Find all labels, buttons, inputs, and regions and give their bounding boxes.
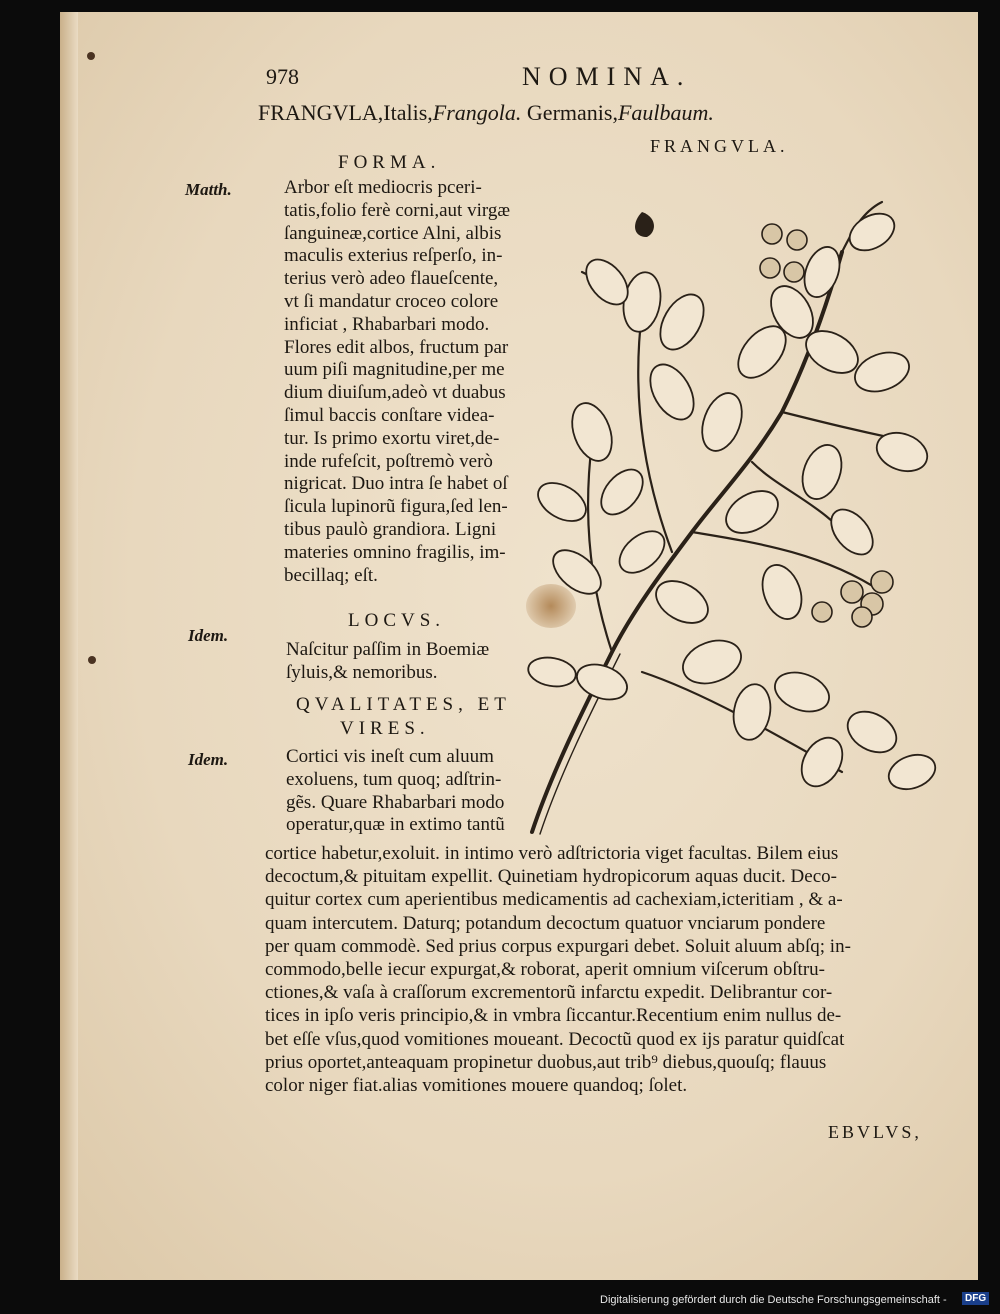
catchword: EBVLVS, xyxy=(828,1122,922,1142)
qualitates-full-text xyxy=(265,842,935,1097)
text-line: decoctum,& pituitam expellit. Quinetiam hydropicorum aquas ducit. Deco- xyxy=(265,866,837,888)
text-line: tibus paulò grandiora. Ligni xyxy=(284,518,497,540)
text-line: gẽs. Quare Rhabarbari modo xyxy=(286,791,505,813)
text-line: nigricat. Duo intra ſe habet oſ xyxy=(284,473,508,495)
text-line: terius verò adeo flaueſcente, xyxy=(284,268,499,290)
text-line: materies omnino fragilis, im- xyxy=(284,541,506,563)
text-line: ctiones,& vaſa à craſſorum excrementorũ infarctu expedit. Delibrantur cor- xyxy=(265,982,833,1004)
text-line: color niger fiat.alias vomitiones mouere quandoq; ſolet. xyxy=(265,1075,688,1097)
text-line: uum piſi magnitudine,per me xyxy=(284,359,505,381)
text-line: tices in ipſo veris principio,& in vmbra ſiccantur.Recentium enim nullus de- xyxy=(265,1005,842,1027)
forma-heading: FORMA. xyxy=(338,152,441,173)
page-spine-shadow xyxy=(60,12,78,1280)
text-line: becillaq; eſt. xyxy=(284,564,378,586)
text-line: Arbor eſt mediocris pceri- xyxy=(284,177,482,198)
text-line: inficiat , Rhabarbari modo. xyxy=(284,313,490,335)
forma-text xyxy=(284,177,510,587)
german-name: Faulbaum. xyxy=(617,100,714,125)
text-line: tur. Is primo exortu viret,de- xyxy=(284,427,500,449)
locus-heading: LOCVS. xyxy=(348,610,446,631)
forma-margin-note: Matth. xyxy=(185,180,232,199)
frangula-woodcut-illustration xyxy=(522,172,962,852)
digitization-credit: Digitalisierung gefördert durch die Deutsche Forschungsgemeinschaft - xyxy=(600,1294,947,1306)
text-line: ſicula lupinorũ figura,ſed len- xyxy=(284,496,508,518)
text-line: Flores edit albos, fructum par xyxy=(284,336,509,358)
text-line: quitur cortex cum aperientibus medicamentis ad cachexiam,icteritiam , & a- xyxy=(265,889,843,911)
entry-title xyxy=(258,100,714,126)
text-line: Cortici vis ineſt cum aluum xyxy=(286,746,494,767)
figure-caption: FRANGVLA. xyxy=(650,136,789,156)
text-line: ſyluis,& nemoribus. xyxy=(286,661,438,683)
text-line: exoluens, tum quoq; adſtrin- xyxy=(286,768,502,790)
text-line: per quam commodè. Sed prius corpus expurgari debet. Soluit aluum abſq; in- xyxy=(265,935,851,957)
text-line: ſimul baccis conſtare videa- xyxy=(284,404,495,426)
dfg-logo: DFG xyxy=(962,1292,989,1305)
text-line: cortice habetur,exoluit. in intimo verò adſtrictoria viget facultas. Bilem eius xyxy=(265,843,839,864)
text-line: tatis,folio ferè corni,aut virgæ xyxy=(284,199,511,221)
ink-spot xyxy=(88,656,96,664)
germanis-label: Germanis, xyxy=(526,100,618,125)
italis-label: Italis, xyxy=(383,100,433,125)
text-line: operatur,quæ in extimo tantũ xyxy=(286,814,505,836)
book-page xyxy=(60,12,978,1280)
qualitates-margin-note: Idem. xyxy=(188,750,229,769)
locus-margin-note: Idem. xyxy=(188,626,229,645)
qualitates-heading: QVALITATES, ET xyxy=(296,694,511,715)
text-line: quam intercutem. Daturq; potandum decoctum quatuor vnciarum pondere xyxy=(265,912,826,934)
text-line: inde rufeſcit, poſtremò verò xyxy=(284,450,493,472)
text-line: dium diuiſum,adeò vt duabus xyxy=(284,382,506,404)
italian-name: Frangola. xyxy=(432,100,522,125)
text-line: Naſcitur paſſim in Boemiæ xyxy=(286,639,490,660)
entry-name: FRANGVLA, xyxy=(258,100,384,125)
text-line: ſanguineæ,cortice Alni, albis xyxy=(284,222,502,244)
text-line: prius oportet,anteaquam propinetur duobus,aut trib⁹ diebus,quouſq; flauus xyxy=(265,1051,827,1073)
locus-text xyxy=(286,639,489,685)
running-head: NOMINA. xyxy=(522,62,692,91)
text-line: commodo,belle iecur expurgat,& roborat, aperit omnium viſcerum obſtru- xyxy=(265,959,825,981)
vires-heading: VIRES. xyxy=(340,718,430,739)
text-line: vt ſi mandatur croceo colore xyxy=(284,290,499,312)
text-line: bet eſſe vſus,quod vomitiones moueant. Decoctũ quod ex ijs paratur quidſcat xyxy=(265,1028,845,1050)
qualitates-column-text xyxy=(286,746,505,837)
ink-spot xyxy=(87,52,95,60)
text-line: maculis exterius reſperſo, in- xyxy=(284,245,503,267)
page-number: 978 xyxy=(266,64,299,89)
